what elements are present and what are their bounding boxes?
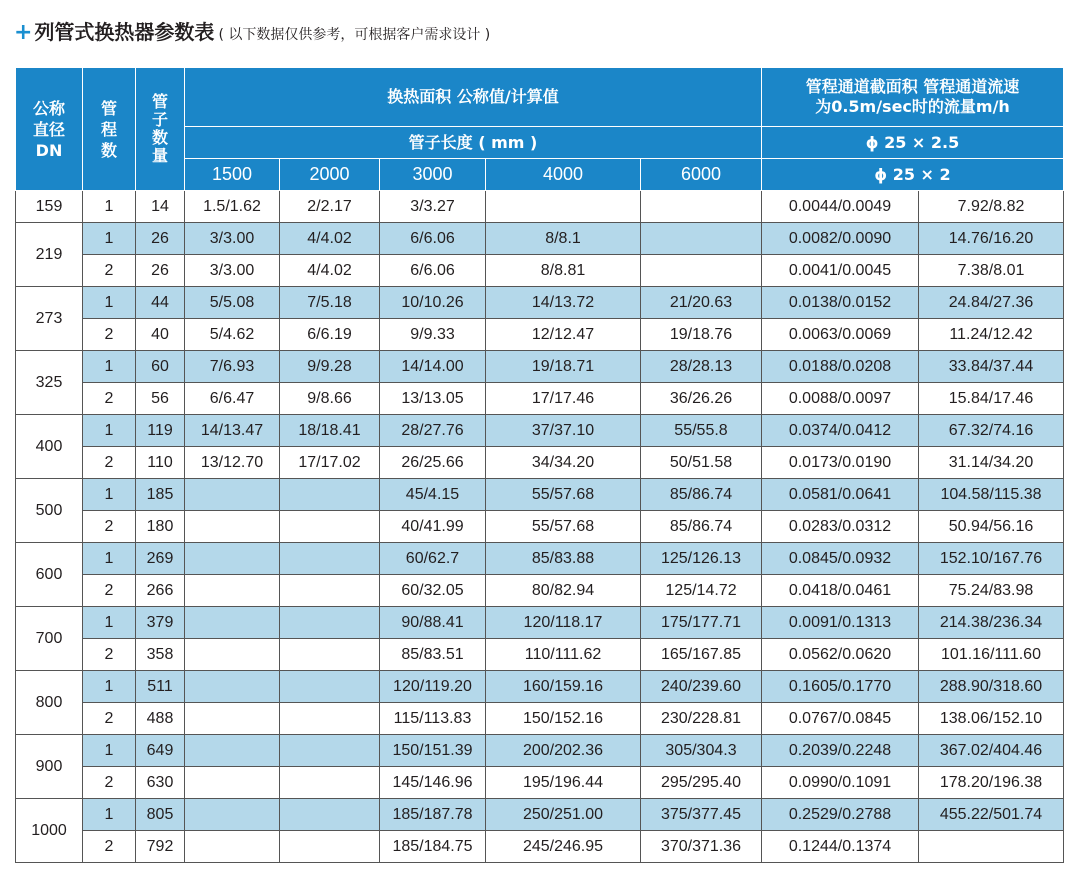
table-cell: 50/51.58 xyxy=(641,447,762,479)
table-cell: 7.92/8.82 xyxy=(919,191,1064,223)
table-cell: 3/3.00 xyxy=(185,255,280,287)
table-cell: 44 xyxy=(136,287,185,319)
header-tube-length: 管子长度 ( mm ) xyxy=(185,127,762,159)
table-cell: 160/159.16 xyxy=(486,671,641,703)
cell-dn: 325 xyxy=(16,351,83,415)
table-row xyxy=(16,255,1064,287)
table-cell: 1 xyxy=(83,191,136,223)
table-cell: 3/3.27 xyxy=(380,191,486,223)
table-cell: 14.76/16.20 xyxy=(919,223,1064,255)
cell-dn: 400 xyxy=(16,415,83,479)
table-cell: 0.0990/0.1091 xyxy=(762,767,919,799)
table-cell: 60 xyxy=(136,351,185,383)
table-cell: 56 xyxy=(136,383,185,415)
table-cell xyxy=(280,767,380,799)
header-length-6000: 6000 xyxy=(641,159,762,191)
table-cell: 110 xyxy=(136,447,185,479)
table-cell: 85/83.88 xyxy=(486,543,641,575)
table-cell: 2 xyxy=(83,511,136,543)
table-cell: 18/18.41 xyxy=(280,415,380,447)
table-cell: 28/27.76 xyxy=(380,415,486,447)
table-cell: 269 xyxy=(136,543,185,575)
table-cell: 125/14.72 xyxy=(641,575,762,607)
cell-dn: 800 xyxy=(16,671,83,735)
table-cell xyxy=(280,543,380,575)
table-cell: 185/184.75 xyxy=(380,831,486,863)
table-cell: 1.5/1.62 xyxy=(185,191,280,223)
table-cell: 1 xyxy=(83,479,136,511)
table-cell: 14/13.72 xyxy=(486,287,641,319)
table-cell: 0.0767/0.0845 xyxy=(762,703,919,735)
table-cell: 4/4.02 xyxy=(280,255,380,287)
table-cell xyxy=(185,767,280,799)
table-cell: 8/8.1 xyxy=(486,223,641,255)
table-cell: 50.94/56.16 xyxy=(919,511,1064,543)
table-cell: 4/4.02 xyxy=(280,223,380,255)
table-cell: 17/17.46 xyxy=(486,383,641,415)
table-cell: 2 xyxy=(83,383,136,415)
table-cell: 26 xyxy=(136,223,185,255)
table-row xyxy=(16,511,1064,543)
table-cell xyxy=(280,671,380,703)
table-cell: 0.0581/0.0641 xyxy=(762,479,919,511)
table-cell: 455.22/501.74 xyxy=(919,799,1064,831)
header-length-1500: 1500 xyxy=(185,159,280,191)
table-cell xyxy=(280,735,380,767)
table-cell: 9/9.28 xyxy=(280,351,380,383)
table-cell: 115/113.83 xyxy=(380,703,486,735)
cell-dn: 159 xyxy=(16,191,83,223)
table-cell: 185/187.78 xyxy=(380,799,486,831)
table-cell xyxy=(185,543,280,575)
table-row xyxy=(16,223,1064,255)
table-cell: 0.0063/0.0069 xyxy=(762,319,919,351)
table-cell: 150/152.16 xyxy=(486,703,641,735)
header-flow: 管程通道截面积 管程通道流速 为0.5m/sec时的流量m/h xyxy=(762,68,1064,127)
table-cell: 37/37.10 xyxy=(486,415,641,447)
header-passes: 管 程 数 xyxy=(83,68,136,191)
table-cell: 511 xyxy=(136,671,185,703)
table-cell: 6/6.19 xyxy=(280,319,380,351)
table-cell: 266 xyxy=(136,575,185,607)
table-cell: 6/6.06 xyxy=(380,255,486,287)
table-cell: 0.2039/0.2248 xyxy=(762,735,919,767)
table-row xyxy=(16,319,1064,351)
table-cell: 1 xyxy=(83,543,136,575)
table-cell: 375/377.45 xyxy=(641,799,762,831)
table-cell: 145/146.96 xyxy=(380,767,486,799)
table-cell: 34/34.20 xyxy=(486,447,641,479)
table-cell: 0.0845/0.0932 xyxy=(762,543,919,575)
header-length-2000: 2000 xyxy=(280,159,380,191)
table-cell: 55/55.8 xyxy=(641,415,762,447)
table-row xyxy=(16,799,1064,831)
table-cell: 0.0188/0.0208 xyxy=(762,351,919,383)
cell-dn: 900 xyxy=(16,735,83,799)
table-cell: 165/167.85 xyxy=(641,639,762,671)
table-cell: 178.20/196.38 xyxy=(919,767,1064,799)
table-cell: 9/8.66 xyxy=(280,383,380,415)
table-cell: 2 xyxy=(83,639,136,671)
table-row xyxy=(16,383,1064,415)
table-cell: 110/111.62 xyxy=(486,639,641,671)
table-cell: 40/41.99 xyxy=(380,511,486,543)
table-cell xyxy=(185,831,280,863)
table-cell: 367.02/404.46 xyxy=(919,735,1064,767)
table-row xyxy=(16,415,1064,447)
table-cell: 55/57.68 xyxy=(486,479,641,511)
table-cell: 11.24/12.42 xyxy=(919,319,1064,351)
title-main: 列管式换热器参数表 xyxy=(34,20,215,44)
title-note: ( 以下数据仅供参考，可根据客户需求设计 ) xyxy=(218,27,491,43)
table-cell: 180 xyxy=(136,511,185,543)
table-row xyxy=(16,703,1064,735)
table-cell: 200/202.36 xyxy=(486,735,641,767)
table-cell: 0.0091/0.1313 xyxy=(762,607,919,639)
table-cell: 1 xyxy=(83,223,136,255)
table-cell: 295/295.40 xyxy=(641,767,762,799)
table-cell: 0.0082/0.0090 xyxy=(762,223,919,255)
table-cell: 2 xyxy=(83,255,136,287)
table-cell: 119 xyxy=(136,415,185,447)
table-cell xyxy=(185,479,280,511)
table-cell: 152.10/167.76 xyxy=(919,543,1064,575)
table-cell: 5/4.62 xyxy=(185,319,280,351)
table-cell: 0.0138/0.0152 xyxy=(762,287,919,319)
table-cell: 1 xyxy=(83,671,136,703)
table-cell xyxy=(280,511,380,543)
table-cell xyxy=(185,575,280,607)
table-cell: 85/86.74 xyxy=(641,511,762,543)
table-cell: 7/6.93 xyxy=(185,351,280,383)
table-cell: 5/5.08 xyxy=(185,287,280,319)
table-cell: 630 xyxy=(136,767,185,799)
table-cell: 85/86.74 xyxy=(641,479,762,511)
table-cell: 17/17.02 xyxy=(280,447,380,479)
table-cell: 0.1244/0.1374 xyxy=(762,831,919,863)
table-cell: 0.0562/0.0620 xyxy=(762,639,919,671)
header-length-4000: 4000 xyxy=(486,159,641,191)
table-cell: 31.14/34.20 xyxy=(919,447,1064,479)
table-cell: 250/251.00 xyxy=(486,799,641,831)
table-body xyxy=(16,191,1064,863)
table-cell: 175/177.71 xyxy=(641,607,762,639)
table-cell: 1 xyxy=(83,351,136,383)
table-cell xyxy=(280,831,380,863)
cell-dn: 700 xyxy=(16,607,83,671)
table-cell xyxy=(641,255,762,287)
table-cell: 67.32/74.16 xyxy=(919,415,1064,447)
table-cell: 10/10.26 xyxy=(380,287,486,319)
table-row xyxy=(16,351,1064,383)
table-cell: 1 xyxy=(83,735,136,767)
header-tube-count: 管 子 数 量 xyxy=(136,68,185,191)
table-cell: 8/8.81 xyxy=(486,255,641,287)
table-cell xyxy=(185,703,280,735)
table-cell: 12/12.47 xyxy=(486,319,641,351)
table-cell: 120/119.20 xyxy=(380,671,486,703)
table-cell: 6/6.47 xyxy=(185,383,280,415)
table-cell: 2 xyxy=(83,767,136,799)
table-cell: 7/5.18 xyxy=(280,287,380,319)
cell-dn: 600 xyxy=(16,543,83,607)
table-cell: 7.38/8.01 xyxy=(919,255,1064,287)
table-cell xyxy=(280,575,380,607)
table-cell: 40 xyxy=(136,319,185,351)
table-cell: 230/228.81 xyxy=(641,703,762,735)
header-spec-1: ϕ 25 × 2.5 xyxy=(762,127,1064,159)
header-area: 换热面积 公称值/计算值 xyxy=(185,68,762,127)
table-cell: 305/304.3 xyxy=(641,735,762,767)
parameter-table xyxy=(15,67,1064,863)
table-row xyxy=(16,479,1064,511)
table-cell: 104.58/115.38 xyxy=(919,479,1064,511)
table-cell: 0.0374/0.0412 xyxy=(762,415,919,447)
table-cell: 6/6.06 xyxy=(380,223,486,255)
table-cell: 2 xyxy=(83,319,136,351)
table-cell: 26 xyxy=(136,255,185,287)
table-cell: 488 xyxy=(136,703,185,735)
table-cell: 2 xyxy=(83,447,136,479)
table-cell: 379 xyxy=(136,607,185,639)
table-cell: 240/239.60 xyxy=(641,671,762,703)
header-dn: 公称 直径 DN xyxy=(16,68,83,191)
table-cell: 370/371.36 xyxy=(641,831,762,863)
table-cell: 1 xyxy=(83,287,136,319)
table-cell: 26/25.66 xyxy=(380,447,486,479)
table-cell xyxy=(641,191,762,223)
table-cell: 2 xyxy=(83,575,136,607)
table-cell: 150/151.39 xyxy=(380,735,486,767)
table-row xyxy=(16,831,1064,863)
table-cell: 21/20.63 xyxy=(641,287,762,319)
cell-dn: 1000 xyxy=(16,799,83,863)
table-cell xyxy=(280,607,380,639)
table-cell xyxy=(185,639,280,671)
header-spec-2: ϕ 25 × 2 xyxy=(762,159,1064,191)
plus-icon: + xyxy=(14,20,33,45)
table-cell: 792 xyxy=(136,831,185,863)
table-cell xyxy=(185,735,280,767)
table-cell: 1 xyxy=(83,607,136,639)
header-length-3000: 3000 xyxy=(380,159,486,191)
table-cell xyxy=(185,511,280,543)
table-cell: 0.0173/0.0190 xyxy=(762,447,919,479)
table-cell: 90/88.41 xyxy=(380,607,486,639)
table-cell: 45/4.15 xyxy=(380,479,486,511)
table-cell: 85/83.51 xyxy=(380,639,486,671)
table-cell: 0.0044/0.0049 xyxy=(762,191,919,223)
table-cell: 805 xyxy=(136,799,185,831)
table-cell: 75.24/83.98 xyxy=(919,575,1064,607)
table-cell: 14/14.00 xyxy=(380,351,486,383)
table-cell: 14/13.47 xyxy=(185,415,280,447)
table-cell: 0.1605/0.1770 xyxy=(762,671,919,703)
table-cell xyxy=(641,223,762,255)
table-cell: 80/82.94 xyxy=(486,575,641,607)
table-row xyxy=(16,735,1064,767)
table-cell: 101.16/111.60 xyxy=(919,639,1064,671)
table-cell xyxy=(280,479,380,511)
table-cell: 0.0041/0.0045 xyxy=(762,255,919,287)
table-title xyxy=(14,16,490,46)
table-cell: 19/18.76 xyxy=(641,319,762,351)
table-cell: 60/62.7 xyxy=(380,543,486,575)
table-cell: 288.90/318.60 xyxy=(919,671,1064,703)
table-cell: 15.84/17.46 xyxy=(919,383,1064,415)
cell-dn: 219 xyxy=(16,223,83,287)
table-cell xyxy=(486,191,641,223)
table-cell: 2 xyxy=(83,831,136,863)
table-row xyxy=(16,607,1064,639)
table-cell: 13/13.05 xyxy=(380,383,486,415)
table-cell: 138.06/152.10 xyxy=(919,703,1064,735)
table-cell: 358 xyxy=(136,639,185,671)
table-cell: 13/12.70 xyxy=(185,447,280,479)
table-row xyxy=(16,575,1064,607)
table-row xyxy=(16,639,1064,671)
table-cell: 2 xyxy=(83,703,136,735)
table-cell: 0.2529/0.2788 xyxy=(762,799,919,831)
table-cell: 0.0088/0.0097 xyxy=(762,383,919,415)
table-row xyxy=(16,191,1064,223)
cell-dn: 273 xyxy=(16,287,83,351)
table-cell: 33.84/37.44 xyxy=(919,351,1064,383)
table-cell: 60/32.05 xyxy=(380,575,486,607)
table-cell xyxy=(185,607,280,639)
table-cell: 1 xyxy=(83,415,136,447)
table-cell: 120/118.17 xyxy=(486,607,641,639)
table-row xyxy=(16,447,1064,479)
table-cell: 28/28.13 xyxy=(641,351,762,383)
table-cell xyxy=(280,799,380,831)
table-cell: 3/3.00 xyxy=(185,223,280,255)
table-cell: 245/246.95 xyxy=(486,831,641,863)
table-cell: 649 xyxy=(136,735,185,767)
table-cell: 195/196.44 xyxy=(486,767,641,799)
table-row xyxy=(16,287,1064,319)
table-row xyxy=(16,767,1064,799)
table-cell: 55/57.68 xyxy=(486,511,641,543)
cell-dn: 500 xyxy=(16,479,83,543)
table-cell: 0.0283/0.0312 xyxy=(762,511,919,543)
table-cell: 125/126.13 xyxy=(641,543,762,575)
table-cell: 214.38/236.34 xyxy=(919,607,1064,639)
table-cell xyxy=(919,831,1064,863)
table-cell: 9/9.33 xyxy=(380,319,486,351)
table-cell: 36/26.26 xyxy=(641,383,762,415)
table-cell xyxy=(280,703,380,735)
table-cell xyxy=(185,671,280,703)
table-cell: 14 xyxy=(136,191,185,223)
table-cell: 2/2.17 xyxy=(280,191,380,223)
table-cell: 0.0418/0.0461 xyxy=(762,575,919,607)
table-cell xyxy=(280,639,380,671)
table-cell xyxy=(185,799,280,831)
table-cell: 19/18.71 xyxy=(486,351,641,383)
table-cell: 24.84/27.36 xyxy=(919,287,1064,319)
table-row xyxy=(16,543,1064,575)
table-cell: 185 xyxy=(136,479,185,511)
table-row xyxy=(16,671,1064,703)
table-cell: 1 xyxy=(83,799,136,831)
